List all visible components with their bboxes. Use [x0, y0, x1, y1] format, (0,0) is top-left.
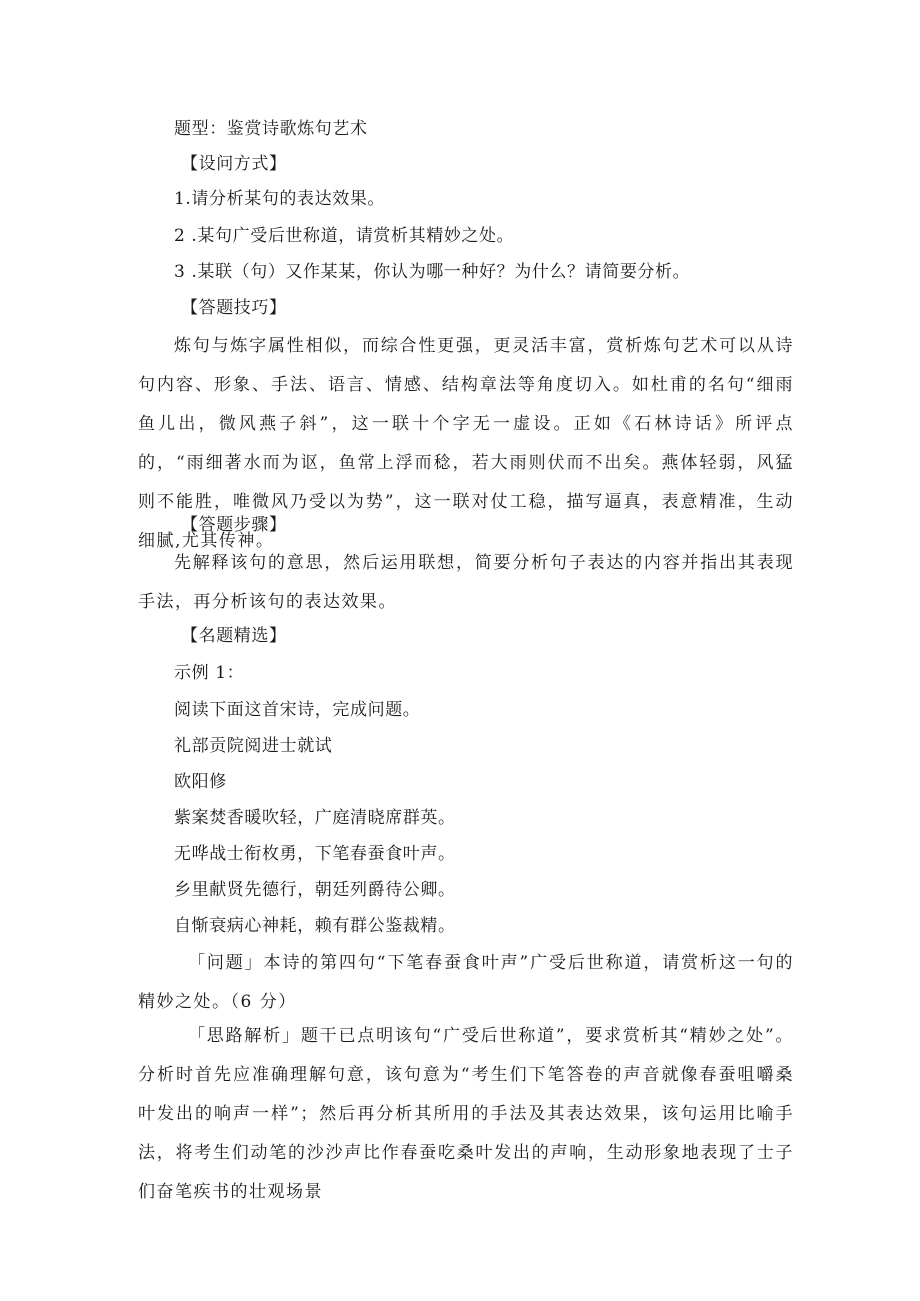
title-line: 题型：鉴赏诗歌炼句艺术 — [174, 119, 368, 139]
section-heading-selected: 【名题精选】 — [181, 626, 287, 646]
poem-author: 欧阳修 — [174, 772, 227, 792]
question-type-3: 3 .某联（句）又作某某，你认为哪一种好？为什么？请简要分析。 — [174, 262, 691, 282]
example-label: 示例 1： — [174, 663, 245, 683]
reading-instruction: 阅读下面这首宋诗，完成问题。 — [174, 700, 421, 720]
question-type-2: 2 .某句广受后世称道，请赏析其精妙之处。 — [174, 226, 515, 246]
section-heading-answer-steps: 【答题步骤】 — [181, 515, 287, 535]
question-paragraph: 「问题」本诗的第四句“下笔春蚕食叶声”广受后世称道，请赏析这一句的精妙之处。（6 分） — [138, 953, 794, 1012]
answer-skill-paragraph: 炼句与炼字属性相似，而综合性更强，更灵活丰富，赏析炼句艺术可以从诗句内容、形象、手法、语言、情感、结构章法等角度切入。如杜甫的名句“细雨鱼儿出，微风燕子斜”，这一联十个字无一虚设。正如《石林诗话》所评点的，“雨细著水而为讴，鱼常上浮而稔，若大雨则伏而不出矣。燕体轻弱，风猛则不能胜，唯微风乃受以为势”，这一联对仗工稳，描写逼真，表意精准，生动细腻,尤其传神。 — [138, 336, 794, 551]
poem-line: 自惭衰病心神耗，赖有群公鉴裁精。 — [174, 916, 456, 936]
answer-steps-paragraph: 先解释该句的意思，然后运用联想，简要分析句子表达的内容并指出其表现手法，再分析该句的表达效果。 — [138, 553, 794, 612]
question-type-1: 1.请分析某句的表达效果。 — [174, 189, 386, 209]
section-heading-answer-skill: 【答题技巧】 — [181, 298, 287, 318]
section-heading-question-style: 【设问方式】 — [181, 154, 287, 174]
poem-line: 紫案焚香暖吹轻，广庭清晓席群英。 — [174, 808, 456, 828]
poem-title: 礼部贡院阅进士就试 — [174, 736, 333, 756]
poem-line: 无哗战士衔枚勇，下笔春蚕食叶声。 — [174, 844, 456, 864]
poem-line: 乡里献贤先德行，朝廷列爵待公卿。 — [174, 880, 456, 900]
analysis-paragraph: 「思路解析」题干已点明该句“广受后世称道”，要求赏析其“精妙之处”。分析时首先应准确理解句意，该句意为“考生们下笔答卷的声音就像春蚕咀嚼桑叶发出的响声一样”；然后再分析其所用的手法及其表达效果，该句运用比喻手法，将考生们动笔的沙沙声比作春蚕吃桑叶发出的声响，生动形象地表现了士子们奋笔疾书的壮观场景 — [138, 1026, 794, 1202]
